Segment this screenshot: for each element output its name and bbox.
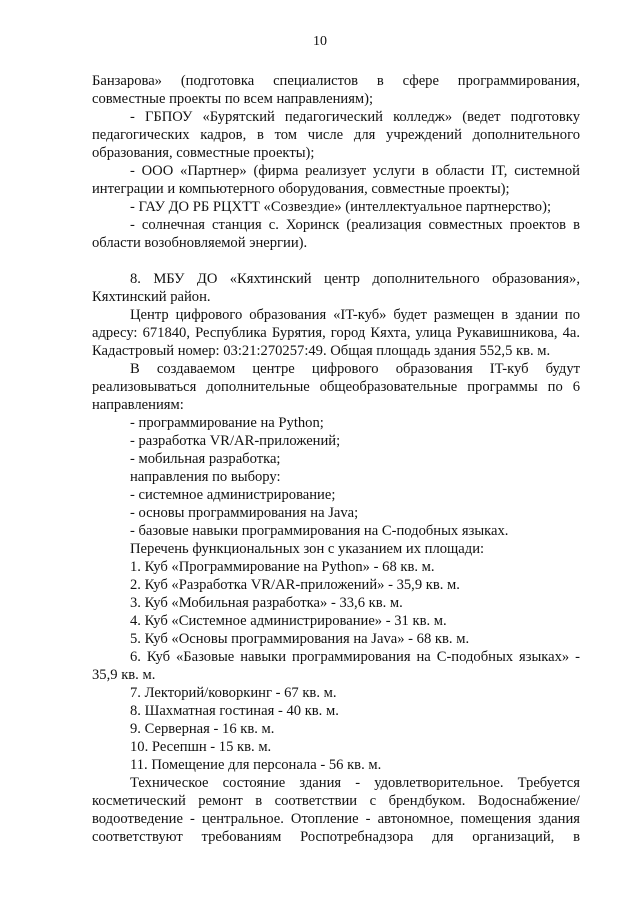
page-number: 10	[313, 34, 327, 49]
address-paragraph: Центр цифрового образования «IT-куб» будет размещен в здании по адресу: 671840, Республика Бурятия, город Кяхта, улица Рукавишникова, 4а. Кадастровый номер: 03:21:270257:49. Общая площадь здания 552,5 кв. м.	[92, 307, 580, 359]
programs-intro: В создаваемом центре цифрового образования IT-куб будут реализовываться дополнительные общеобразовательные программы по 6 направлениям:	[92, 361, 580, 413]
zones-heading: Перечень функциональных зон с указанием их площади:	[130, 541, 485, 557]
zone-item: 5. Куб «Основы программирования на Java» - 68 кв. м.	[130, 631, 470, 647]
partner-item: - ООО «Партнер» (фирма реализует услуги в области IT, системной интеграции и компьютерного оборудования, совместные проекты);	[92, 163, 580, 197]
technical-state-paragraph: Техническое состояние здания - удовлетворительное. Требуется косметический ремонт в соответствии с брендбуком. Водоснабжение/водоотведение - центральное. Отопление - автономное, помещения здания соответствуют требованиям Роспотребнадзора для организаций, в	[92, 775, 580, 845]
section-heading: 8. МБУ ДО «Кяхтинский центр дополнительного образования», Кяхтинский район.	[92, 271, 580, 305]
zone-item: 6. Куб «Базовые навыки программирования на С-подобных языках» - 35,9 кв. м.	[92, 649, 580, 683]
zone-item: 4. Куб «Системное администрирование» - 31 кв. м.	[130, 613, 447, 629]
zone-item: 2. Куб «Разработка VR/AR-приложений» - 35,9 кв. м.	[130, 577, 460, 593]
partner-item: - ГАУ ДО РБ РЦХТТ «Созвездие» (интеллектуальное партнерство);	[130, 199, 551, 215]
partner-item: - ГБПОУ «Бурятский педагогический колледж» (ведет подготовку педагогических кадров, в том числе для учреждений дополнительного образования, совместные проекты);	[92, 109, 580, 161]
zone-item: 8. Шахматная гостиная - 40 кв. м.	[130, 703, 339, 719]
zone-item: 7. Лекторий/коворкинг - 67 кв. м.	[130, 685, 337, 701]
list-item: - основы программирования на Java;	[130, 505, 359, 521]
partner-item: - солнечная станция с. Хоринск (реализация совместных проектов в области возобновляемой энергии).	[92, 217, 580, 251]
list-item: - базовые навыки программирования на С-подобных языках.	[130, 523, 509, 539]
paragraph-gap	[92, 252, 580, 270]
zone-item: 10. Ресепшн - 15 кв. м.	[130, 739, 272, 755]
list-item: - системное администрирование;	[130, 487, 336, 503]
list-item: - программирование на Python;	[130, 415, 324, 431]
zone-item: 9. Серверная - 16 кв. м.	[130, 721, 275, 737]
zone-item: 3. Куб «Мобильная разработка» - 33,6 кв. м.	[130, 595, 403, 611]
zone-item: 11. Помещение для персонала - 56 кв. м.	[130, 757, 382, 773]
document-body	[92, 72, 580, 846]
zone-item: 1. Куб «Программирование на Python» - 68 кв. м.	[130, 559, 435, 575]
elective-heading: направления по выбору:	[130, 469, 281, 485]
paragraph-continuation: Банзарова» (подготовка специалистов в сфере программирования, совместные проекты по всем направлениям);	[92, 73, 580, 107]
list-item: - мобильная разработка;	[130, 451, 281, 467]
list-item: - разработка VR/AR-приложений;	[130, 433, 341, 449]
